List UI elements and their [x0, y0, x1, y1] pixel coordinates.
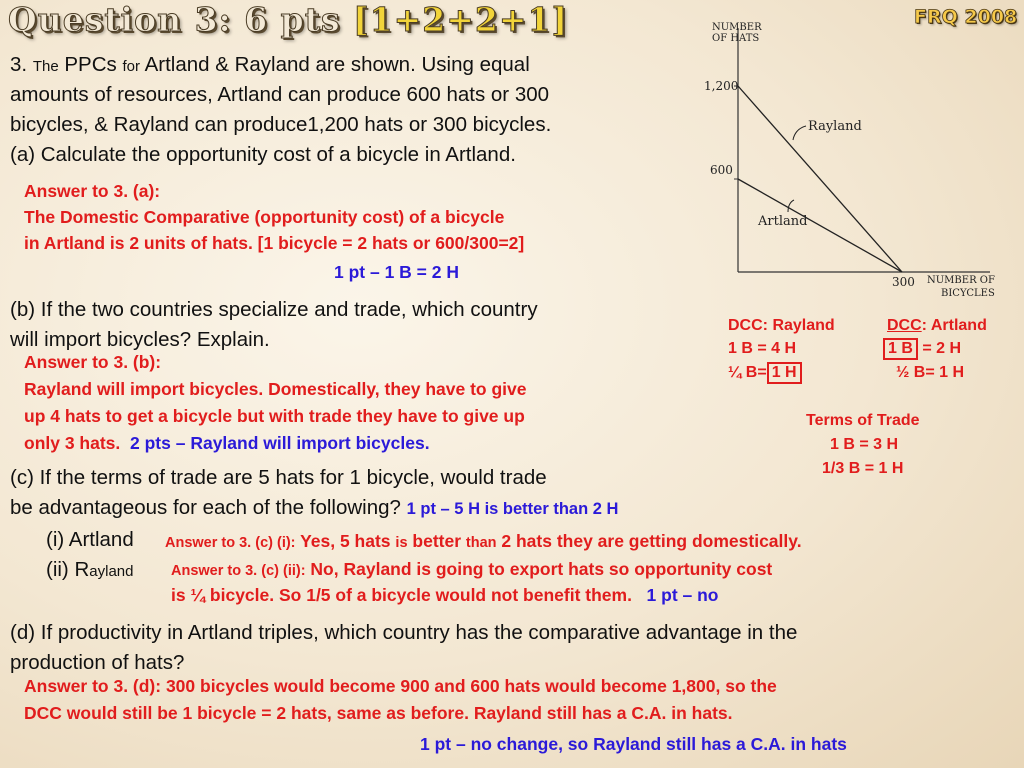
dcc-artland-line-1-rest: = 2 H: [922, 340, 962, 357]
title-main: Question 3: 6 pts: [8, 0, 341, 39]
y-tick-1200: 1,200: [704, 79, 739, 93]
question-part-a: (a) Calculate the opportunity cost of a bicycle in Artland.: [10, 143, 516, 166]
dcc-artland-heading: [887, 315, 987, 337]
question-part-d-line-2: production of hats?: [10, 651, 185, 674]
answer-a-heading: Answer to 3. (a):: [24, 181, 161, 201]
dcc-artland-line-2: ½ B= 1 H: [896, 364, 965, 381]
title-points: [1+2+2+1]: [353, 0, 569, 39]
dcc-artland-boxed: 1 B: [883, 338, 918, 360]
rayland-curve-label: Rayland: [808, 119, 862, 134]
dcc-rayland-line-2: [728, 362, 802, 384]
artland-curve-label: Artland: [758, 214, 808, 229]
question-part-c-i: (i) Artland: [46, 528, 134, 551]
answer-a-line-1: The Domestic Comparative (opportunity cost) of a bicycle: [24, 207, 505, 227]
question-part-c-line-1: (c) If the terms of trade are 5 hats for 1 bicycle, would trade: [10, 466, 547, 489]
answer-a-points: 1 pt – 1 B = 2 H: [334, 262, 459, 282]
ppc-line-rayland: [738, 86, 902, 272]
frq-year-label: FRQ 2008: [914, 6, 1018, 28]
question-line-3: bicycles, & Rayland can produce1,200 hats or 300 bicycles.: [10, 113, 552, 136]
answer-c-points: 1 pt – 5 H is better than 2 H: [406, 500, 619, 518]
question-line-1: [10, 50, 530, 82]
answer-c-ii-line-1: [171, 556, 772, 585]
word-the: The: [32, 58, 59, 75]
plot-area: [734, 86, 902, 272]
answer-c-i-rest: 2 hats they are getting domestically.: [501, 531, 802, 551]
terms-of-trade-line-2: 1/3 B = 1 H: [822, 460, 904, 477]
answer-b-line-2: up 4 hats to get a bicycle but with trade they have to give up: [24, 406, 525, 426]
y-axis-label-2: OF HATS: [712, 33, 760, 44]
answer-c-ii-text: No, Rayland is going to export hats so opportunity cost: [310, 559, 773, 579]
answer-c-i: [165, 528, 802, 557]
answer-c-ii-line-2-text: is ¼ bicycle. So 1/5 of a bicycle would not benefit them.: [171, 585, 632, 605]
answer-a-line-2: in Artland is 2 units of hats. [1 bicycle = 2 hats or 600/300=2]: [24, 233, 525, 253]
answer-c-ii-points: 1 pt – no: [646, 585, 719, 605]
question-part-c-ii-r: (ii) R: [46, 558, 90, 581]
x-axis-label-1: NUMBER OF: [927, 275, 995, 286]
dcc-artland-name: : Artland: [921, 317, 987, 334]
rayland-pointer: [793, 126, 806, 140]
question-line-2: amounts of resources, Artland can produce 600 hats or 300: [10, 83, 550, 106]
question-part-b-line-2: will import bicycles? Explain.: [10, 328, 270, 351]
ppc-chart: [690, 10, 1020, 305]
dcc-artland-line-1: [883, 338, 961, 360]
answer-b-line-3: [24, 430, 430, 457]
terms-of-trade-line-1: 1 B = 3 H: [830, 436, 899, 453]
x-axis-label-2: BICYCLES: [941, 288, 995, 299]
word-ppcs: PPCs: [64, 53, 117, 76]
answer-c-i-than: than: [465, 535, 497, 551]
question-part-d-line-1: (d) If productivity in Artland triples, which country has the comparative advantage in the: [10, 621, 798, 644]
x-tick-300: 300: [892, 275, 915, 289]
word-for: for: [122, 58, 140, 75]
question-number: 3.: [10, 53, 28, 76]
y-axis-label-1: NUMBER: [712, 22, 762, 33]
dcc-rayland-quarter: ¼ B=: [728, 364, 767, 381]
answer-c-i-is: is: [395, 535, 408, 551]
answer-d-line-1: Answer to 3. (d): 300 bicycles would become 900 and 600 hats would become 1,800, so the: [24, 676, 777, 696]
y-tick-600: 600: [710, 163, 733, 177]
answer-d-points: 1 pt – no change, so Rayland still has a C.A. in hats: [420, 734, 847, 754]
dcc-rayland-boxed: 1 H: [767, 362, 802, 384]
answer-b-points: 2 pts – Rayland will import bicycles.: [130, 433, 430, 453]
question-part-c-ii: [46, 555, 133, 587]
answer-b-heading: Answer to 3. (b):: [24, 352, 162, 372]
question-part-c-line-2: [10, 493, 618, 524]
answer-c-ii-heading: Answer to 3. (c) (ii):: [171, 563, 306, 579]
answer-b-line-1: Rayland will import bicycles. Domestically, they have to give: [24, 379, 527, 399]
answer-d-line-2: DCC would still be 1 bicycle = 2 hats, same as before. Rayland still has a C.A. in hats.: [24, 703, 733, 723]
question-part-c-ii-rest: ayland: [89, 563, 134, 580]
answer-b-line-3-text: only 3 hats.: [24, 433, 121, 453]
dcc-artland-dcc: DCC: [887, 317, 922, 334]
question-line-1-rest: Artland & Rayland are shown. Using equal: [144, 53, 530, 76]
question-part-c-line-2-text: be advantageous for each of the following?: [10, 496, 401, 519]
answer-c-ii-line-2: [171, 582, 719, 609]
answer-c-i-yes: Yes, 5 hats: [300, 531, 391, 551]
dcc-rayland-line-1: 1 B = 4 H: [728, 340, 797, 357]
question-part-b-line-1: (b) If the two countries specialize and trade, which country: [10, 298, 538, 321]
terms-of-trade-heading: Terms of Trade: [806, 412, 920, 429]
answer-c-i-better: better: [412, 531, 462, 551]
dcc-rayland-heading: DCC: Rayland: [728, 317, 835, 334]
page-title: [8, 0, 568, 39]
answer-c-i-heading: Answer to 3. (c) (i):: [165, 535, 296, 551]
